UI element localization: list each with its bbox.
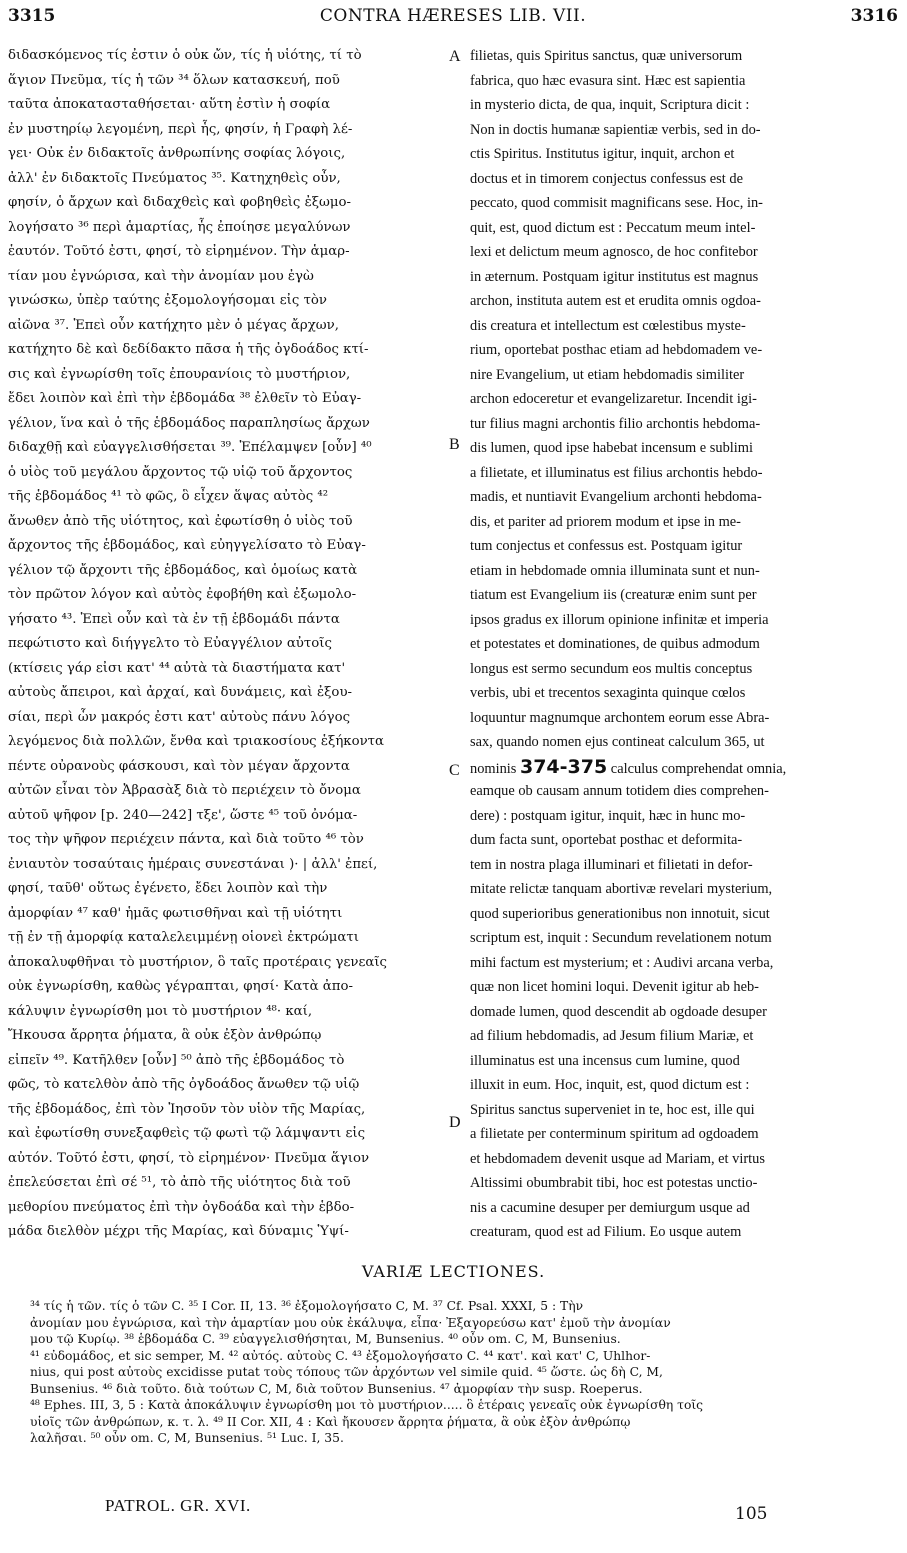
greek-text-line: φησί, ταῦθ' οὕτως ἐγένετο, ἔδει λοιπὸν καὶ τὴν (8, 881, 328, 896)
latin-text-line: tum conjectus et confessus est. Postquam igitur (470, 538, 743, 554)
greek-text-line: λογήσατο ³⁶ περὶ ἁμαρτίας, ἧς ἐποίησε μεγαλύνων (8, 219, 351, 235)
greek-text-line: αὐτοὺς ἄπειροι, καὶ ἀρχαί, καὶ δυνάμεις, καὶ ἐξου- (8, 685, 353, 700)
latin-text-line: illuminatus est una incensus cum lumine, quod (470, 1052, 740, 1069)
page-number-left: 3315 (8, 6, 56, 26)
section-marker-a: A (449, 48, 461, 65)
greek-text-line: σις καὶ ἐγνωρίσθη τοῖς ἐπουρανίοις τὸ μυστήριον, (8, 366, 351, 382)
greek-text-line: ἑαυτόν. Τοῦτό ἐστι, φησί, τὸ εἰρημένον. Τὴν ἁμαρ- (8, 244, 350, 259)
greek-text-line: αὐτόν. Τοῦτό ἐστι, φησί, τὸ εἰρημένον· Πνεῦμα ἅγιον (8, 1150, 370, 1166)
latin-text-column (470, 44, 900, 1244)
latin-text-line: sax, quando nomen ejus contineat calculum 365, ut (470, 734, 765, 750)
greek-text-line: γέλιον τῷ ἄρχοντι τῆς ἑβδομάδος, καὶ ὁμοίως κατὰ (8, 562, 358, 578)
greek-text-line: τὸν πρῶτον λόγον καὶ αὐτὸς ἐφοβήθη καὶ ἐξωμολο- (8, 587, 357, 602)
greek-text-line: διδαχθῇ καὶ εὐαγγελισθήσεται ³⁹. Ἐπέλαμψεν [οὖν] ⁴⁰ (8, 440, 372, 455)
footnote-line: υἱοῖς τῶν ἀνθρώπων, κ. τ. λ. ⁴⁹ II Cor. XII, 4 : Καὶ ἤκουσεν ἄρρητα ῥήματα, ἃ οὐκ ἐξὸν ἀνθρώπῳ (30, 1414, 631, 1429)
footnote-line: μου τῷ Κυρίῳ. ³⁸ ἑβδομάδα C. ³⁹ εὐαγγελισθήσηται, M, Bunsenius. ⁴⁰ οὖν om. C, M, Bunsenius. (30, 1332, 621, 1346)
latin-text-line: verbis, ubi et trecentos sexaginta quinque cœlos (470, 685, 746, 701)
latin-text-line: lexi et delictum meum agnosco, de hoc confitebor (470, 244, 758, 260)
greek-text-line: σίαι, περὶ ὧν μακρός ἐστι κατ' αὐτοὺς πάνυ λόγος (8, 709, 351, 725)
latin-text-line: archon edoceretur et evangelizaretur. Incendit igi- (470, 391, 757, 407)
latin-text-line: a filietate per conterminum spiritum ad ogdoadem (470, 1126, 759, 1142)
latin-text-line: illuxit in eum. Hoc, inquit, est, quod dictum est : (470, 1077, 750, 1093)
latin-text-line: etiam in hebdomade omnia illuminata sunt et nun- (470, 562, 760, 579)
variae-lectiones-title: VARIÆ LECTIONES. (361, 1262, 546, 1281)
greek-text-line: κατήχητο δὲ καὶ δεδίδακτο πᾶσα ἡ τῆς ὀγδοάδος κτί- (8, 342, 369, 357)
page-footer (0, 1490, 907, 1530)
greek-text-line: τίαν μου ἐγνώρισα, καὶ τὴν ἀνομίαν μου ἐγὼ (8, 268, 314, 284)
greek-text-line: ἅγιον Πνεῦμα, τίς ἡ τῶν ³⁴ ὅλων κατασκευή, ποῦ (8, 72, 340, 88)
latin-text-line: eamque ob causam annum totidem dies comprehen- (470, 783, 769, 799)
footnote-line: ἀνομίαν μου ἐγνώρισα, καὶ τὴν ἁμαρτίαν μου οὐκ ἐκάλυψα, εἶπα· Ἐξαγορεύσω κατ' ἐμοῦ τὴν ἀνομίαν (30, 1315, 671, 1330)
greek-text-line: μεθορίου πνεύματος ἐπὶ τὴν ὀγδοάδα καὶ τὴν ἑβδο- (8, 1199, 355, 1215)
series-label: PATROL. GR. XVI. (105, 1496, 251, 1515)
running-title: CONTRA HÆRESES LIB. VII. (319, 6, 587, 26)
greek-text-line: Ἤκουσα ἄρρητα ῥήματα, ἃ οὐκ ἐξὸν ἀνθρώπῳ (8, 1028, 322, 1043)
greek-text-line: γει· Οὐκ ἐν διδακτοῖς ἀνθρωπίνης σοφίας λόγοις, (8, 146, 346, 161)
greek-text-line: λεγόμενος διὰ πολλῶν, ἔνθα καὶ τριακοσίους ἑξήκοντα (8, 734, 385, 749)
latin-text-line: tem in nostra plaga illuminari et filietati in defor- (470, 856, 753, 873)
latin-text-line: filietas, quis Spiritus sanctus, quæ universorum (470, 48, 743, 64)
footnote-line: λαλῆσαι. ⁵⁰ οὖν om. C, M, Bunsenius. ⁵¹ Luc. I, 35. (30, 1431, 344, 1445)
latin-text-line: et potestates et dominationes, de quibus admodum (470, 636, 760, 652)
greek-text-line: ἀλλ' ἐν διδακτοῖς Πνεύματος ³⁵. Κατηχηθεὶς οὖν, (8, 170, 341, 186)
latin-text-line: quit, est, quod dictum est : Peccatum meum intel- (470, 219, 756, 236)
latin-text-line: a filietate, et illuminatus est filius archontis hebdo- (470, 464, 763, 481)
latin-text-line: archon, instituta autem est et erudita omnis ogdoa- (470, 293, 761, 309)
latin-text-line: dere) : postquam igitur, inquit, hæc in hunc mo- (470, 807, 746, 824)
greek-text-line: οὐκ ἐγνωρίσθη, καθὼς γέγραπται, φησί· Κατὰ ἀπο- (8, 979, 354, 994)
latin-text-line: quæ non licet homini loqui. Devenit igitur ab heb- (470, 979, 759, 995)
latin-text-line: tiatum est Evangelium iis (creaturæ enim sunt per (470, 587, 757, 603)
latin-text-line: dis, et pariter ad priorem modum et ipse in me- (470, 513, 741, 530)
latin-text-line: mitate relictæ tanquam abortivæ revelari mysterium, (470, 881, 773, 897)
greek-text-line: (κτίσεις γάρ εἰσι κατ' ⁴⁴ αὐτὰ τὰ διαστήματα κατ' (8, 660, 346, 676)
greek-text-line: γέλιον, ἵνα καὶ ὁ τῆς ἑβδομάδος παραπλησίως ἄρχων (8, 415, 370, 431)
latin-text-line: tur filius magni archontis filio archontis hebdoma- (470, 415, 761, 432)
latin-text-line: et hebdomadem devenit usque ad Mariam, et virtus (470, 1150, 765, 1167)
greek-text-line: αὐτῶν εἶναι τὸν Ἀβρασὰξ διὰ τὸ περιέχειν τὸ ὄνομα (8, 783, 361, 798)
greek-text-line: πεφώτιστο καὶ διήγγελτο τὸ Εὐαγγέλιον αὐτοῖς (8, 636, 332, 651)
column-number-marker: 374-375 (519, 755, 608, 778)
greek-text-line: τῆς ἑβδομάδος, ἐπὶ τὸν Ἰησοῦν τὸν υἱὸν τῆς Μαρίας, (8, 1101, 366, 1117)
greek-text-line: τῇ ἐν τῇ ἀμορφίᾳ καταλελειμμένῃ οἱονεὶ ἐκτρώματι (8, 930, 359, 945)
greek-text-line: μάδα διελθὸν μέχρι τῆς Μαρίας, καὶ δύναμις Ὑψί- (8, 1224, 349, 1239)
section-marker-d: D (449, 1114, 461, 1131)
latin-text-line: loquuntur magnumque archontem eorum esse Abra- (470, 709, 770, 726)
footnote-line: ⁴⁸ Ephes. III, 3, 5 : Κατὰ ἀποκάλυψιν ἐγνωρίσθη μοι τὸ μυστήριον..... ὃ ἑτέραις γενεαῖς οὐκ ἐγνωρίσθη τοῖς (30, 1398, 704, 1412)
latin-text-line: domade lumen, quod descendit ab ogdoade desuper (470, 1003, 767, 1020)
greek-text-line: ἔδει λοιπὸν καὶ ἐπὶ τὴν ἑβδομάδα ³⁸ ἐλθεῖν τὸ Εὐαγ- (8, 391, 362, 406)
latin-text-line: dis lumen, quod ipse habebat incensum e sublimi (470, 440, 753, 456)
signature-mark: 105 (735, 1504, 768, 1524)
footnote-line: nius, qui post αὐτοὺς excidisse putat τοὺς τόπους τῶν ἀρχόντων vel simile quid. ⁴⁵ ὥστε. ὡς δὴ C, M, (30, 1365, 663, 1379)
greek-text-line: καὶ ἐφωτίσθη συνεξαφθεὶς τῷ φωτὶ τῷ λάμψαντι εἰς (8, 1126, 366, 1141)
greek-text-line: εἰπεῖν ⁴⁹. Κατῆλθεν [οὖν] ⁵⁰ ἀπὸ τῆς ἑβδομάδος τὸ (8, 1052, 345, 1068)
greek-text-line: αὐτοῦ ψῆφον [p. 240—242] τξε', ὥστε ⁴⁵ τοῦ ὀνόμα- (8, 807, 358, 823)
greek-text-column (8, 44, 444, 1244)
latin-text-line: Spiritus sanctus superveniet in te, hoc est, ille qui (470, 1101, 755, 1118)
latin-text-line: creaturam, quod est ad Filium. Eo usque autem (470, 1224, 742, 1240)
latin-text-line: doctus et in timorem conjectus confessus est de (470, 170, 743, 187)
latin-text-line: dum facta sunt, oportebat posthac et deformita- (470, 832, 743, 848)
greek-text-line: ἐπελεύσεται ἐπὶ σέ ⁵¹, τὸ ἀπὸ τῆς υἱότητος διὰ τοῦ (8, 1175, 351, 1190)
latin-text-line: in mysterio dicta, de qua, inquit, Scriptura dicit : (470, 97, 750, 113)
latin-text-line: nire Evangelium, ut etiam hebdomadis similiter (470, 366, 745, 383)
greek-text-line: φησίν, ὁ ἄρχων καὶ διδαχθεὶς καὶ φοβηθεὶς ἐξωμο- (8, 195, 352, 210)
greek-text-line: ἄνωθεν ἀπὸ τῆς υἱότητος, καὶ ἐφωτίσθη ὁ υἱὸς τοῦ (8, 513, 353, 529)
latin-text-line: Altissimi obumbrabit tibi, hoc est potestas unctio- (470, 1175, 758, 1191)
page-number-right: 3316 (850, 6, 898, 26)
footnote-line: ³⁴ τίς ἡ τῶν. τίς ὁ τῶν C. ³⁵ I Cor. II, 13. ³⁶ ἐξομολογήσατο C, M. ³⁷ Cf. Psal. XXXI, 5 : Τὴν (30, 1299, 584, 1313)
latin-text-line: peccato, quod commisit magnificans sese. Hoc, in- (470, 195, 763, 211)
greek-text-line: ἐνιαυτὸν τοσαύταις ἡμέραις συνεστάναι )· | ἀλλ' ἐπεί, (8, 856, 378, 872)
greek-text-line: ἀμορφίαν ⁴⁷ καθ' ἡμᾶς φωτισθῆναι καὶ τῇ υἱότητι (8, 905, 343, 921)
greek-text-line: γινώσκω, ὑπὲρ ταύτης ἐξομολογήσομαι εἰς τὸν (8, 293, 328, 308)
greek-text-line: ταῦτα ἀποκατασταθήσεται· αὕτη ἐστὶν ἡ σοφία (8, 97, 331, 112)
latin-text-line: nis a cacumine desuper per demiurgum usque ad (470, 1199, 750, 1216)
greek-text-line: αἰῶνα ³⁷. Ἐπεὶ οὖν κατήχητο μὲν ὁ μέγας ἄρχων, (8, 317, 339, 333)
latin-text-line: ipsos gradus ex illorum opinione infinitæ et imperia (470, 611, 769, 628)
latin-text-line: dis creatura et intellectum est cœlestibus myste- (470, 317, 746, 334)
greek-text-line: ἄρχοντος τῆς ἑβδομάδος, καὶ εὐηγγελίσατο τὸ Εὐαγ- (8, 538, 366, 553)
latin-text-line: nominis 374-375 calculus comprehendat omnia, (470, 755, 787, 778)
greek-text-line: ἀποκαλυφθῆναι τὸ μυστήριον, ὃ ταῖς προτέραις γενεαῖς (8, 954, 387, 970)
latin-text-line: ad filium hebdomadis, ad Jesum filium Mariæ, et (470, 1028, 754, 1044)
latin-text-line: quod superioribus generationibus non innotuit, sicut (470, 905, 770, 922)
footnotes (30, 1298, 896, 1447)
greek-text-line: ὁ υἱὸς τοῦ μεγάλου ἄρχοντος τῷ υἱῷ τοῦ ἄρχοντος (8, 464, 353, 480)
greek-text-line: τῆς ἑβδομάδος ⁴¹ τὸ φῶς, ὃ εἶχεν ἅψας αὐτὸς ⁴² (8, 489, 329, 504)
latin-text-line: rium, oportebat posthac etiam ad hebdomadem ve- (470, 342, 763, 358)
greek-text-line: διδασκόμενος τίς ἐστιν ὁ οὐκ ὤν, τίς ἡ υἱότης, τί τὸ (8, 48, 362, 63)
latin-text-line: in æternum. Postquam igitur institutus est magnus (470, 268, 759, 285)
greek-text-line: πέντε οὐρανοὺς φάσκουσι, καὶ τὸν μέγαν ἄρχοντα (8, 758, 350, 774)
greek-text-line: κάλυψιν ἐγνωρίσθη μοι τὸ μυστήριον ⁴⁸· καί, (8, 1003, 313, 1019)
greek-text-line: ἐν μυστηρίῳ λεγομένη, περὶ ἧς, φησίν, ἡ Γραφὴ λέ- (8, 121, 353, 137)
greek-text-line: γήσατο ⁴³. Ἐπεὶ οὖν καὶ τὰ ἐν τῇ ἑβδομάδι πάντα (8, 611, 340, 627)
latin-text-line: Non in doctis humanæ sapientiæ verbis, sed in do- (470, 121, 761, 138)
page-header (8, 6, 898, 32)
latin-text-line: mihi factum est mysterium; et : Audivi arcana verba, (470, 954, 774, 971)
greek-text-line: φῶς, τὸ κατελθὸν ἀπὸ τῆς ὀγδοάδος ἄνωθεν τῷ υἱῷ (8, 1077, 360, 1092)
greek-text-line: τος τὴν ψῆφον περιέχειν πάντα, καὶ διὰ τοῦτο ⁴⁶ τὸν (8, 832, 364, 847)
latin-text-line: scriptum est, inquit : Secundum revelationem notum (470, 930, 772, 946)
latin-text-line: fabrica, quo hæc evasura sint. Hæc est sapientia (470, 72, 746, 89)
section-marker-b: B (449, 436, 460, 453)
section-marker-c: C (449, 762, 460, 779)
footnote-line: Bunsenius. ⁴⁶ διὰ τοῦτο. διὰ τούτων C, M, διὰ τοῦτον Bunsenius. ⁴⁷ ἀμορφίαν τὴν susp. Roeperus. (30, 1381, 643, 1396)
footnote-line: ⁴¹ εὐδομάδος, et sic semper, M. ⁴² αὐτός. αὐτοὺς C. ⁴³ ἐξομολογήσατο C. ⁴⁴ κατ'. καὶ κατ' C, Uhlhor- (30, 1348, 651, 1363)
latin-text-line: longus est sermo secundum eos multis conceptus (470, 660, 753, 677)
latin-text-line: madis, et nuntiavit Evangelium archonti hebdoma- (470, 489, 762, 505)
latin-text-line: ctis Spiritus. Institutus igitur, inquit, archon et (470, 146, 735, 162)
